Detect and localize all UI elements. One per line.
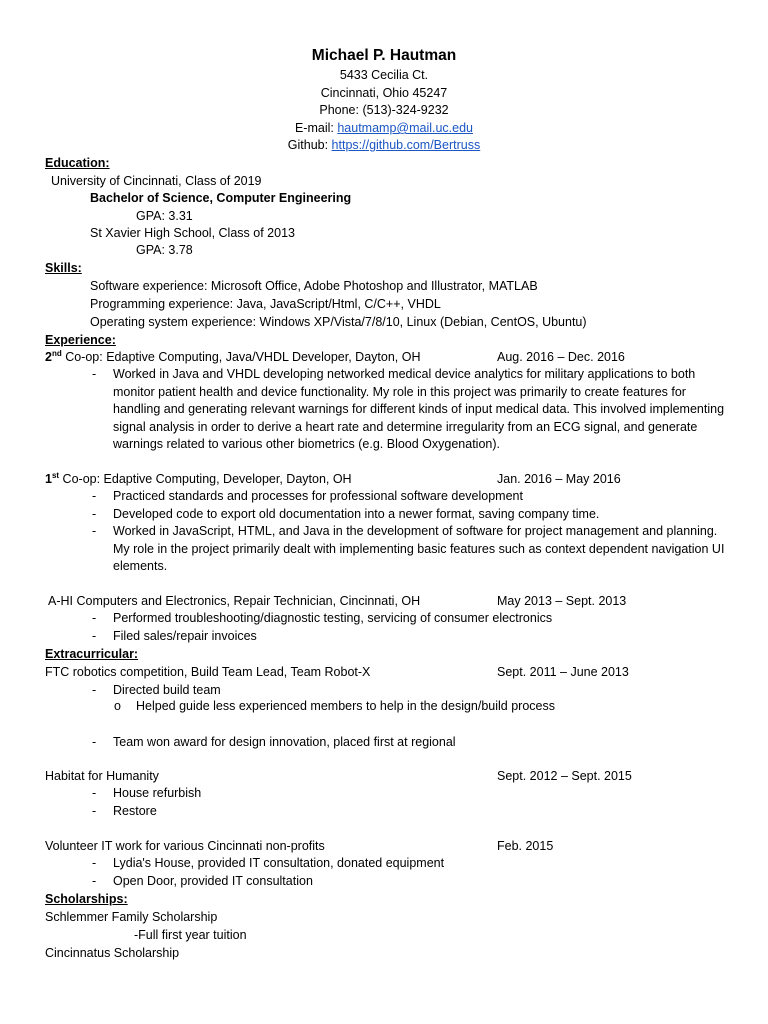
address-street: 5433 Cecilia Ct. bbox=[339, 68, 429, 82]
job-dates: Aug. 2016 – Dec. 2016 bbox=[497, 350, 625, 364]
job-title-text: Co-op: Edaptive Computing, Java/VHDL Developer, Dayton, OH bbox=[61, 350, 421, 364]
bullet-dash: - bbox=[92, 683, 97, 697]
job-bullet: Practiced standards and processes for professional software development bbox=[113, 489, 523, 503]
job-bullet: Developed code to export old documentation into a newer format, saving company time. bbox=[113, 507, 600, 521]
bullet-dash: - bbox=[92, 629, 97, 643]
extracurricular-heading: Extracurricular: bbox=[45, 647, 139, 661]
scholarship-name: Cincinnatus Scholarship bbox=[45, 946, 180, 960]
bullet-dash: - bbox=[92, 804, 97, 818]
activity-dates: Feb. 2015 bbox=[497, 839, 554, 853]
activity-bullet: Team won award for design innovation, placed first at regional bbox=[113, 735, 456, 749]
email-link[interactable]: hautmamp@mail.uc.edu bbox=[337, 121, 474, 135]
experience-heading: Experience: bbox=[45, 333, 116, 347]
bullet-dash: - bbox=[92, 507, 97, 521]
scholarship-name: Schlemmer Family Scholarship bbox=[45, 910, 218, 924]
bullet-dash: - bbox=[92, 786, 97, 800]
skills-heading: Skills: bbox=[45, 261, 82, 275]
sub-bullet-circle: o bbox=[114, 699, 121, 713]
github-label: Github: bbox=[287, 138, 332, 152]
resume-name: Michael P. Hautman bbox=[311, 47, 457, 64]
bullet-dash: - bbox=[92, 524, 97, 538]
education-high-school: St Xavier High School, Class of 2013 bbox=[90, 226, 295, 240]
job-ordinal: 1 bbox=[45, 472, 52, 486]
activity-bullet: Lydia's House, provided IT consultation, donated equipment bbox=[113, 856, 445, 870]
phone-number: Phone: (513)-324-9232 bbox=[319, 103, 449, 117]
education-degree: Bachelor of Science, Computer Engineering bbox=[90, 191, 352, 205]
bullet-dash: - bbox=[92, 611, 97, 625]
bullet-dash: - bbox=[92, 367, 97, 381]
skill-programming: Programming experience: Java, JavaScript/Html, C/C++, VHDL bbox=[90, 297, 441, 311]
job-title bbox=[45, 471, 352, 488]
bullet-dash: - bbox=[92, 489, 97, 503]
job-title bbox=[45, 349, 420, 366]
education-gpa-high-school: GPA: 3.78 bbox=[136, 243, 193, 257]
bullet-dash: - bbox=[92, 856, 97, 870]
skill-software: Software experience: Microsoft Office, Adobe Photoshop and Illustrator, MATLAB bbox=[90, 279, 538, 293]
job-dates: Jan. 2016 – May 2016 bbox=[497, 472, 621, 486]
activity-bullet: Open Door, provided IT consultation bbox=[113, 874, 313, 888]
address-city: Cincinnati, Ohio 45247 bbox=[320, 86, 448, 100]
bullet-dash: - bbox=[92, 735, 97, 749]
scholarships-heading: Scholarships: bbox=[45, 892, 128, 906]
education-gpa-college: GPA: 3.31 bbox=[136, 209, 193, 223]
activity-sub-bullet: Helped guide less experienced members to help in the design/build process bbox=[136, 699, 556, 713]
job-bullet: Worked in Java and VHDL developing networked medical device analytics for military applications to both monitor patient health and device functionality. My role in this project was primarily to create features for handling and generating relevant warnings for different kinds of input medical data. This involved implementing signal analysis in order to derive a heart rate and determine irregularity from an ECG signal, and generate warnings related to various other biometrics (e.g. Blood Oxygenation). bbox=[113, 367, 725, 451]
activity-dates: Sept. 2011 – June 2013 bbox=[497, 665, 629, 679]
skill-operating-systems: Operating system experience: Windows XP/Vista/7/8/10, Linux (Debian, CentOS, Ubuntu) bbox=[90, 315, 587, 329]
activity-title: FTC robotics competition, Build Team Lead, Team Robot-X bbox=[45, 665, 371, 679]
education-university: University of Cincinnati, Class of 2019 bbox=[51, 174, 262, 188]
job-bullet: Performed troubleshooting/diagnostic testing, servicing of consumer electronics bbox=[113, 611, 553, 625]
job-title: A-HI Computers and Electronics, Repair Technician, Cincinnati, OH bbox=[48, 594, 421, 608]
activity-title: Volunteer IT work for various Cincinnati non-profits bbox=[45, 839, 325, 853]
job-ordinal: 2 bbox=[45, 350, 52, 364]
email-label: E-mail: bbox=[294, 121, 338, 135]
education-heading: Education: bbox=[45, 156, 110, 170]
scholarship-detail: -Full first year tuition bbox=[134, 928, 247, 942]
github-link[interactable]: https://github.com/Bertruss bbox=[331, 138, 481, 152]
job-bullet: Worked in JavaScript, HTML, and Java in the development of software for project management and planning. My role in the project primarily dealt with implementing basic features such as context dependent navigation UI elements. bbox=[113, 524, 725, 573]
job-ordinal-suffix: nd bbox=[51, 348, 62, 358]
job-bullet: Filed sales/repair invoices bbox=[113, 629, 257, 643]
job-title-text: Co-op: Edaptive Computing, Developer, Dayton, OH bbox=[59, 472, 352, 486]
job-ordinal-suffix: st bbox=[51, 470, 60, 480]
job-dates: May 2013 – Sept. 2013 bbox=[497, 594, 627, 608]
email-line bbox=[0, 120, 768, 137]
activity-dates: Sept. 2012 – Sept. 2015 bbox=[497, 769, 632, 783]
bullet-dash: - bbox=[92, 874, 97, 888]
activity-title: Habitat for Humanity bbox=[45, 769, 159, 783]
activity-bullet: Restore bbox=[113, 804, 157, 818]
github-line bbox=[0, 137, 768, 154]
activity-bullet: Directed build team bbox=[113, 683, 221, 697]
activity-bullet: House refurbish bbox=[113, 786, 202, 800]
